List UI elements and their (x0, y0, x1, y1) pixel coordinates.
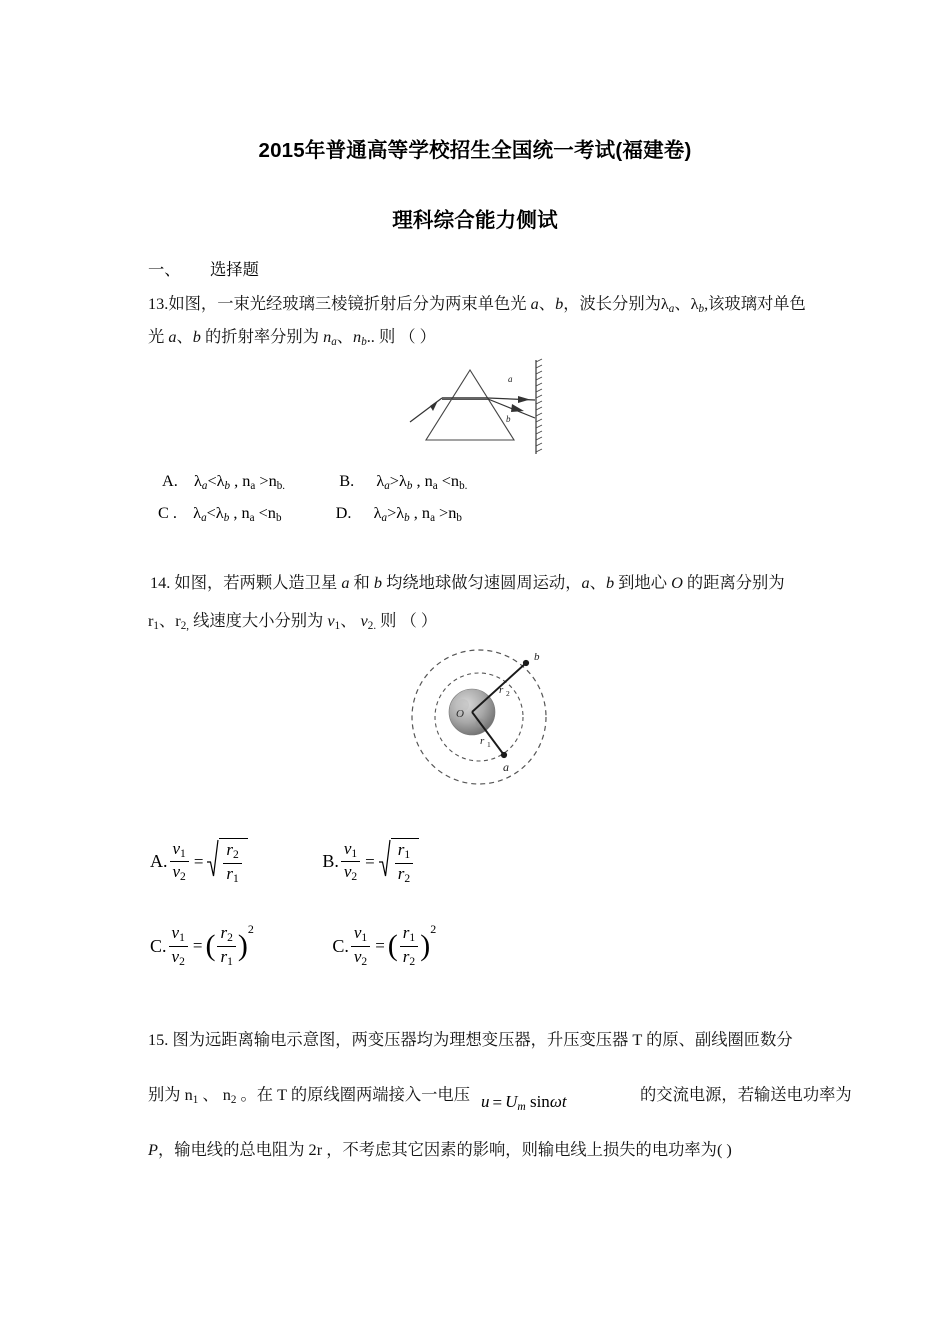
q13-text-b: 、 (538, 294, 556, 313)
question-15-line-3 (148, 1140, 732, 1160)
q14-C1-lhs: $\frac{v_1}{v_2}$ (167, 924, 190, 968)
q14-number: 14. (150, 573, 171, 592)
q14-B-sqrt: $\frac{r_1}{r_2}$ (378, 838, 419, 885)
question-15-line-1 (148, 1030, 793, 1050)
page-subtitle: 理科综合能力侧试 (392, 209, 558, 232)
q14-choice-B[interactable]: B. $\frac{v_1}{v_2}$ = $\frac{r_1}{r_2}$ (322, 838, 419, 885)
q15-l2-d: 的交流电源，若输送电功率为 (640, 1085, 852, 1104)
svg-text:2: 2 (506, 689, 510, 698)
question-13-line-2: 光 a、b 的折射率分别为 $n_a$、$n_b$.. 则 （ ） (148, 327, 436, 349)
q13-choice-row-2 (158, 503, 462, 524)
question-13-line-1 (148, 294, 806, 319)
svg-text:a: a (503, 760, 509, 774)
q15-line1-text: 图为远距离输电示意图，两变压器均为理想变压器，升压变压器 T 的原、副线圈匝数分 (172, 1030, 793, 1049)
q14-choice-C2[interactable]: C. $\frac{v_1}{v_2}$ = ( $\frac{r_1}{r_2}$ )2 (332, 922, 437, 968)
question-14-line-1: 14. 如图，若两颗人造卫星 a 和 b 均绕地球做匀速圆周运动，a、b 到地心 O 的距离分别为 (150, 573, 785, 592)
svg-text:b: b (534, 651, 540, 663)
svg-text:a: a (508, 374, 513, 384)
formula-sin: sin (529, 1092, 550, 1111)
q14-A-lhs: $\frac{v_1}{v_2}$ (168, 840, 191, 884)
q13-l2-d: .. 则 （ ） (366, 327, 436, 346)
q13-text-e: ,该玻璃对单色 (704, 294, 806, 313)
q14-C1-rhs: $\frac{r_2}{r_1}$ (215, 924, 237, 968)
q15-l3-text: ，输电线的总电阻为 2r ，不考虑其它因素的影响，则输电线上损失的电功率为( ) (157, 1140, 732, 1159)
q14-choice-row-1 (150, 838, 419, 885)
q13-n-a-sub: a (331, 336, 337, 349)
q14-A-sqrt: $\frac{r_2}{r_1}$ (206, 838, 247, 885)
q13-sub-b: b (698, 303, 705, 316)
q13-text-c: ，波长分别为λ (563, 294, 669, 313)
q13-l2-italic-b: b (192, 327, 201, 346)
q14-choice-A[interactable]: A. $\frac{v_1}{v_2}$ = $\frac{r_2}{r_1}$ (150, 838, 248, 885)
q14-C2-exponent: 2 (430, 922, 437, 936)
q14-choice-C1[interactable]: C. $\frac{v_1}{v_2}$ = ( $\frac{r_2}{r_1}$ )2 (150, 922, 254, 968)
question-14-line-2: $r_1$、$r_{2,}$ 线速度大小分别为 $v_1$、 $v_{2.}$ 则 （ ） (148, 611, 438, 633)
q13-choice-D[interactable]: D. (335, 503, 352, 522)
q13-text-a: 如图，一束光经玻璃三棱镜折射后分为两束单色光 (168, 294, 531, 313)
page-title: 2015年普通高等学校招生全国统一考试(福建卷) (258, 139, 692, 162)
formula-u: u (481, 1092, 490, 1111)
radical-icon (378, 838, 391, 885)
q14-C2-rhs: $\frac{r_1}{r_2}$ (398, 924, 420, 968)
svg-text:b: b (506, 414, 511, 424)
q13-l2-a: 光 (148, 327, 169, 346)
q13-text-d: 、λ (674, 294, 699, 313)
q13-n-a: n (323, 327, 332, 346)
satellite-figure-svg (402, 645, 562, 800)
q14-A-equals: = (193, 851, 204, 871)
q14-C2-lhs: $\frac{v_1}{v_2}$ (349, 924, 372, 968)
q13-n-b-sub: b (361, 336, 367, 349)
prism-refraction-diagram (408, 356, 558, 456)
q13-l2-italic-a: a (168, 327, 177, 346)
svg-text:1: 1 (487, 740, 491, 749)
section-name: 选择题 (210, 260, 259, 279)
question-15-line-2b (640, 1085, 852, 1105)
q13-choice-A-text: $\lambda_a<\lambda_b$ , $n_a >n_{b.}$ (193, 471, 286, 493)
section-number: 一、 (148, 260, 181, 279)
q15-l2-a: 别为 n (148, 1085, 193, 1104)
q13-choice-C[interactable]: C . (158, 503, 178, 522)
q14-B-lhs: $\frac{v_1}{v_2}$ (339, 840, 362, 884)
question-15-line-2a: 别为 $n_1$ 、 $n_2$ 。在 T 的原线圈两端接入一电压 (148, 1085, 470, 1107)
q13-choice-B-text: $\lambda_a>\lambda_b$ , $n_a <n_{b.}$ (376, 471, 468, 493)
q13-number: 13. (148, 294, 169, 313)
q13-l2-c: 的折射率分别为 (200, 327, 324, 346)
q13-choice-A[interactable]: A. (162, 471, 178, 490)
q13-italic-b: b (555, 294, 564, 313)
q15-voltage-formula: $u = U_m$ sinωt (481, 1092, 567, 1114)
svg-text:r: r (499, 684, 504, 696)
satellite-orbit-diagram (402, 645, 562, 800)
q13-choice-C-text: $\lambda_a<\lambda_b$ , $n_a <n_b$ (193, 503, 282, 525)
svg-text:O: O (456, 708, 464, 720)
prism-figure-svg (408, 356, 558, 456)
q13-sub-a: a (668, 303, 675, 316)
q13-choice-B[interactable]: B. (339, 471, 355, 490)
formula-omega: ω (549, 1092, 562, 1111)
q13-italic-a: a (530, 294, 539, 313)
q14-choice-row-2 (150, 924, 436, 968)
q13-choice-row-1 (162, 471, 467, 492)
formula-U: U (505, 1092, 518, 1111)
q15-l2-b: 、 n (198, 1085, 231, 1104)
q14-C1-exponent: 2 (247, 922, 254, 936)
svg-text:r: r (480, 735, 485, 747)
radical-icon (206, 838, 219, 885)
q15-l2-c: 。在 T 的原线圈两端接入一电压 (236, 1085, 470, 1104)
q15-P-symbol: P (148, 1140, 158, 1159)
q13-n-b: n (353, 327, 362, 346)
q13-l2-b: 、 (176, 327, 193, 346)
q13-choice-D-text: $\lambda_a>\lambda_b$ , $n_a >n_b$ (373, 503, 462, 525)
q15-number: 15. (148, 1030, 169, 1049)
formula-t: t (561, 1092, 567, 1111)
